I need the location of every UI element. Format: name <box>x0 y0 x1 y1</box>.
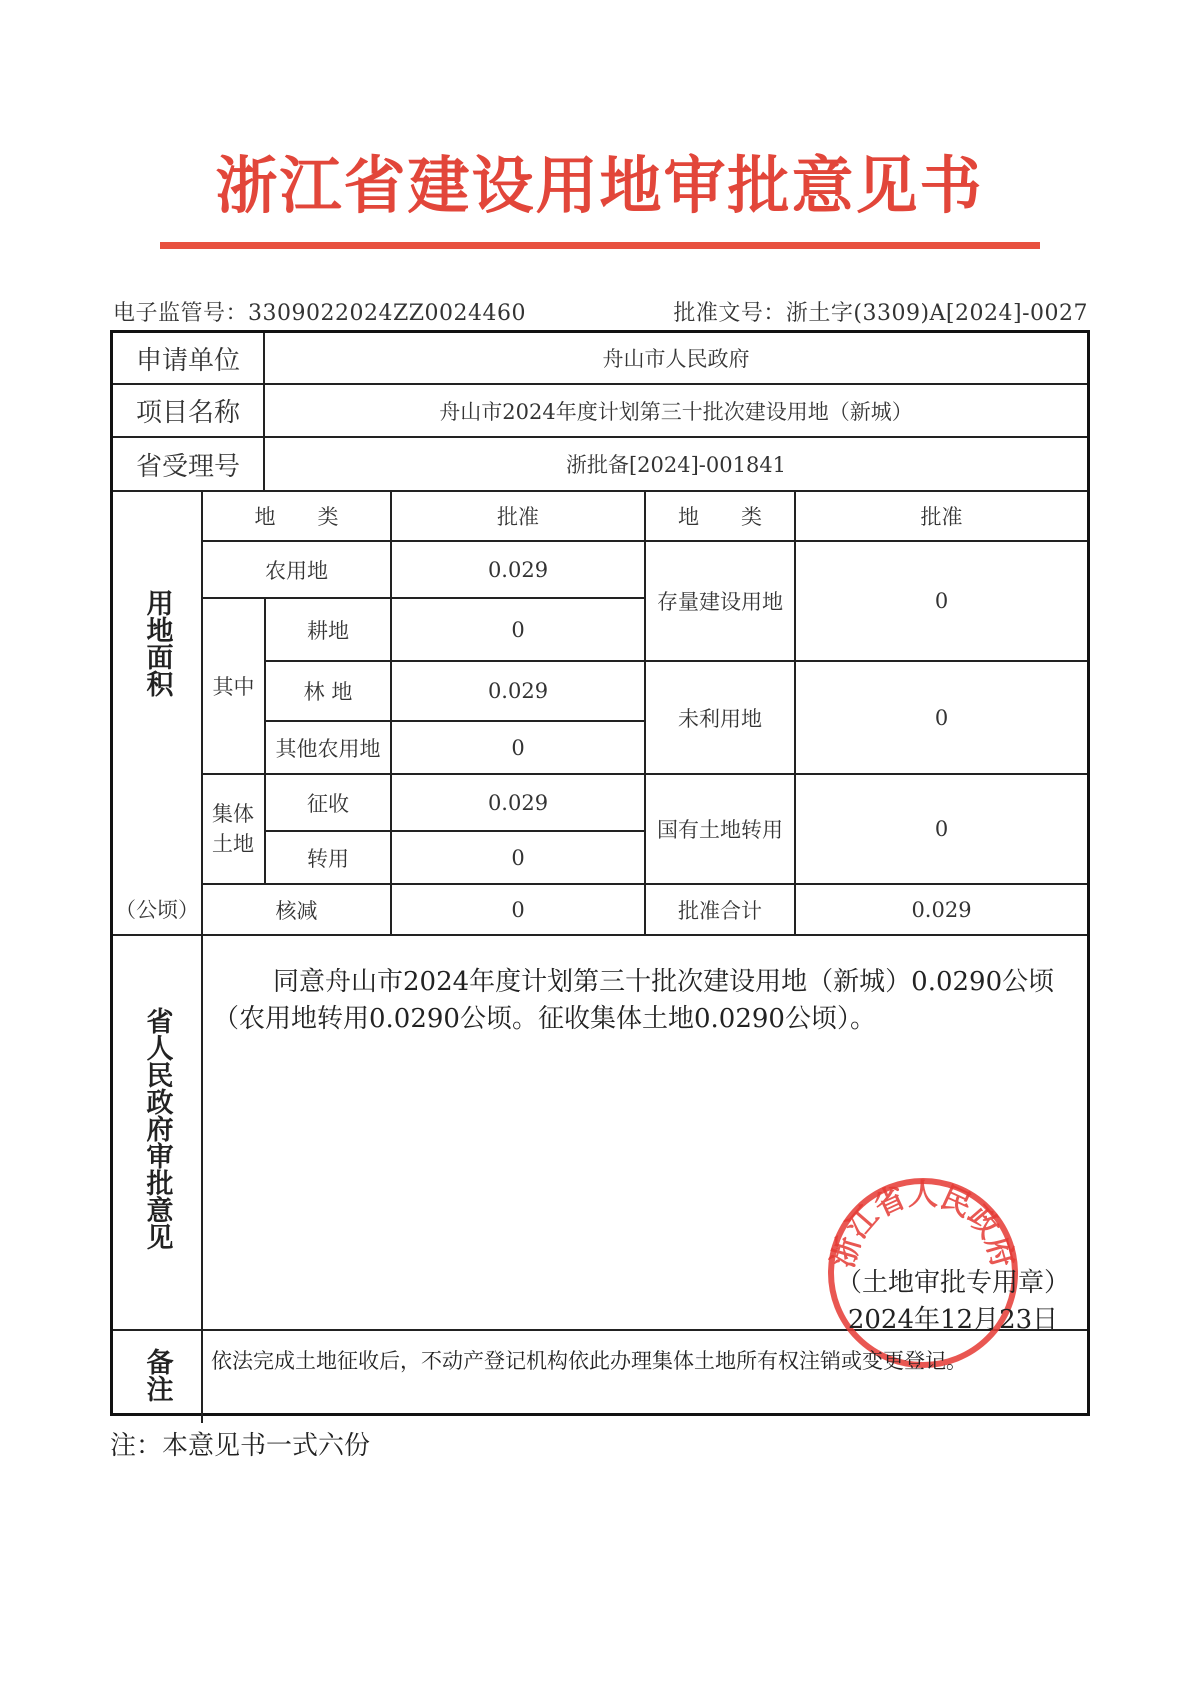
seal-caption <box>833 1265 1073 1339</box>
total-value: 0.029 <box>911 897 972 922</box>
forest-value: 0.029 <box>487 679 549 703</box>
reduce-label: 核减 <box>275 898 318 923</box>
unused-label: 未利用地 <box>678 706 762 731</box>
seal-purpose: （土地审批专用章） <box>835 1268 1070 1298</box>
supervision-number <box>113 296 526 327</box>
other-agri-value: 0 <box>511 735 525 760</box>
seal-text: 浙江省人民政府 <box>825 1177 1021 1272</box>
among-label: 其中 <box>212 675 255 699</box>
state-label: 国有土地转用 <box>657 818 783 842</box>
expropriate-label: 征收 <box>307 791 349 816</box>
col-land-type-right: 地 类 <box>678 505 762 529</box>
total-label: 批准合计 <box>678 898 762 923</box>
seal-date: 2024年12月23日 <box>847 1305 1059 1335</box>
agri-label: 农用地 <box>265 558 328 583</box>
state-value: 0 <box>934 817 949 841</box>
forest-label: 林 地 <box>303 680 353 704</box>
convert-value: 0 <box>511 845 525 870</box>
collective-label: 集体土地 <box>212 802 254 856</box>
footer-note: 注：本意见书一式六份 <box>110 1431 371 1461</box>
other-agri-label: 其他农用地 <box>275 736 381 761</box>
reduce-value: 0 <box>511 897 525 922</box>
approval-label: 批准文号： <box>673 301 786 326</box>
accept-value: 浙批备[2024]-001841 <box>565 453 787 477</box>
applicant-value: 舟山市人民政府 <box>602 347 750 371</box>
approval-form <box>110 330 1090 1416</box>
col-land-type: 地 类 <box>254 505 339 529</box>
area-label: 用地面积 <box>141 589 173 697</box>
opinion-text: 同意舟山市2024年度计划第三十批次建设用地（新城）0.0290公顷（农用地转用0.0290公顷。征收集体土地0.0290公顷）。 <box>213 967 1055 1034</box>
stock-label: 存量建设用地 <box>657 590 783 614</box>
unused-value: 0 <box>934 705 949 730</box>
col-approve: 批准 <box>497 505 539 529</box>
remark-label: 备注 <box>141 1348 173 1402</box>
expropriate-value: 0.029 <box>487 790 549 815</box>
project-label: 项目名称 <box>135 398 240 428</box>
approval-value: 浙土字(3309)A[2024]-0027 <box>785 301 1088 326</box>
title-rule <box>160 242 1040 249</box>
applicant-label: 申请单位 <box>135 345 240 376</box>
project-value: 舟山市2024年度计划第三十批次建设用地（新城） <box>439 399 913 424</box>
col-approve-right: 批准 <box>920 505 963 529</box>
approval-number <box>673 296 1088 327</box>
arable-value: 0 <box>511 617 525 642</box>
remark-text: 依法完成土地征收后，不动产登记机构依此办理集体土地所有权注销或变更登记。 <box>211 1349 967 1373</box>
arable-label: 耕地 <box>307 618 349 643</box>
svg-text:浙江省人民政府 <box>826 1177 1021 1271</box>
opinion-label: 省人民政府审批意见 <box>141 1006 173 1250</box>
page-title: 浙江省建设用地审批意见书 <box>215 149 984 222</box>
accept-label: 省受理号 <box>135 451 240 482</box>
stock-value: 0 <box>934 589 949 613</box>
supervision-label: 电子监管号： <box>113 301 249 326</box>
agri-value: 0.029 <box>487 557 549 582</box>
supervision-value: 3309022024ZZ0024460 <box>248 301 527 326</box>
convert-label: 转用 <box>307 846 349 871</box>
area-unit: （公顷） <box>115 897 199 922</box>
